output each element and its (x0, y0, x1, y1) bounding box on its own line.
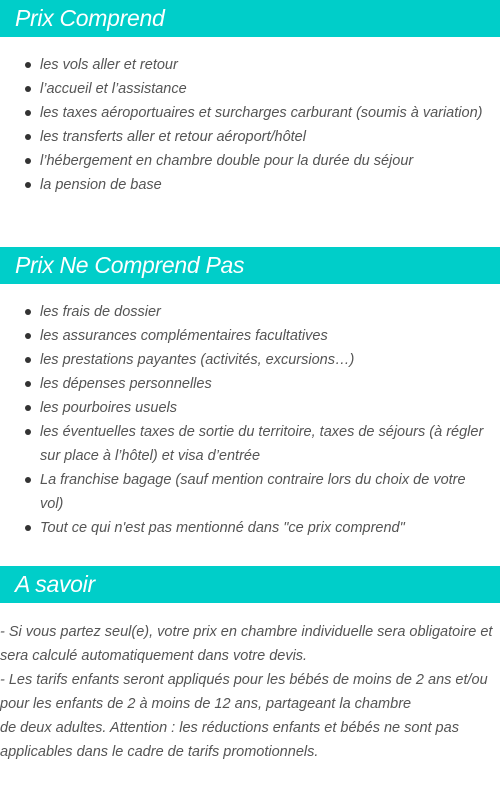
list-item (0, 468, 500, 516)
excluded-list (0, 300, 500, 540)
list-item (0, 53, 500, 77)
bullet-icon (25, 182, 31, 188)
list-item-text: La franchise bagage (sauf mention contraire lors du choix de votre vol) (40, 472, 466, 512)
bullet-icon (25, 405, 31, 411)
list-item (0, 149, 500, 173)
included-list (0, 53, 500, 197)
list-item (0, 125, 500, 149)
bullet-icon (25, 309, 31, 315)
list-item-text: les pourboires usuels (40, 400, 178, 416)
bullet-icon (25, 477, 31, 483)
list-item (0, 324, 500, 348)
bullet-icon (25, 62, 31, 68)
section-title-a-savoir: A savoir (0, 566, 500, 603)
bullet-icon (25, 525, 31, 531)
list-item (0, 372, 500, 396)
list-item-text: les assurances complémentaires facultatives (40, 328, 328, 344)
list-item-text: les transferts aller et retour aéroport/hôtel (40, 129, 306, 145)
list-item (0, 101, 500, 125)
a-savoir-paragraph: - Si vous partez seul(e), votre prix en chambre individuelle sera obligatoire et sera calculé automatiquement dans votre devis. (0, 624, 493, 664)
list-item (0, 348, 500, 372)
bullet-icon (25, 158, 31, 164)
bullet-icon (25, 134, 31, 140)
list-item (0, 173, 500, 197)
list-item-text: Tout ce qui n'est pas mentionné dans "ce prix comprend" (40, 520, 405, 536)
section-title-prix-comprend: Prix Comprend (0, 0, 500, 37)
section-title-prix-ne-comprend-pas: Prix Ne Comprend Pas (0, 247, 500, 284)
bullet-icon (25, 429, 31, 435)
list-item-text: les éventuelles taxes de sortie du territoire, taxes de séjours (à régler sur place à l’hôtel) et visa d’entrée (40, 424, 484, 464)
bullet-icon (25, 110, 31, 116)
list-item-text: les prestations payantes (activités, excursions…) (40, 352, 355, 368)
list-item-text: la pension de base (40, 177, 162, 193)
list-item (0, 300, 500, 324)
list-item-text: les taxes aéroportuaires et surcharges carburant (soumis à variation) (40, 105, 483, 121)
list-item-text: l’accueil et l’assistance (40, 81, 187, 97)
bullet-icon (25, 86, 31, 92)
list-item (0, 516, 500, 540)
a-savoir-paragraph: de deux adultes. Attention : les réductions enfants et bébés ne sont pas applicables dans le cadre de tarifs promotionnels. (0, 720, 459, 760)
a-savoir-paragraph: - Les tarifs enfants seront appliqués pour les bébés de moins de 2 ans et/ou pour les enfants de 2 à moins de 12 ans, partageant la chambre (0, 672, 488, 712)
list-item-text: les frais de dossier (40, 304, 161, 320)
list-item (0, 77, 500, 101)
list-item-text: les vols aller et retour (40, 57, 178, 73)
a-savoir-text (0, 620, 500, 764)
bullet-icon (25, 381, 31, 387)
bullet-icon (25, 333, 31, 339)
list-item-text: l’hébergement en chambre double pour la durée du séjour (40, 153, 414, 169)
list-item (0, 396, 500, 420)
list-item-text: les dépenses personnelles (40, 376, 212, 392)
list-item (0, 420, 500, 468)
bullet-icon (25, 357, 31, 363)
